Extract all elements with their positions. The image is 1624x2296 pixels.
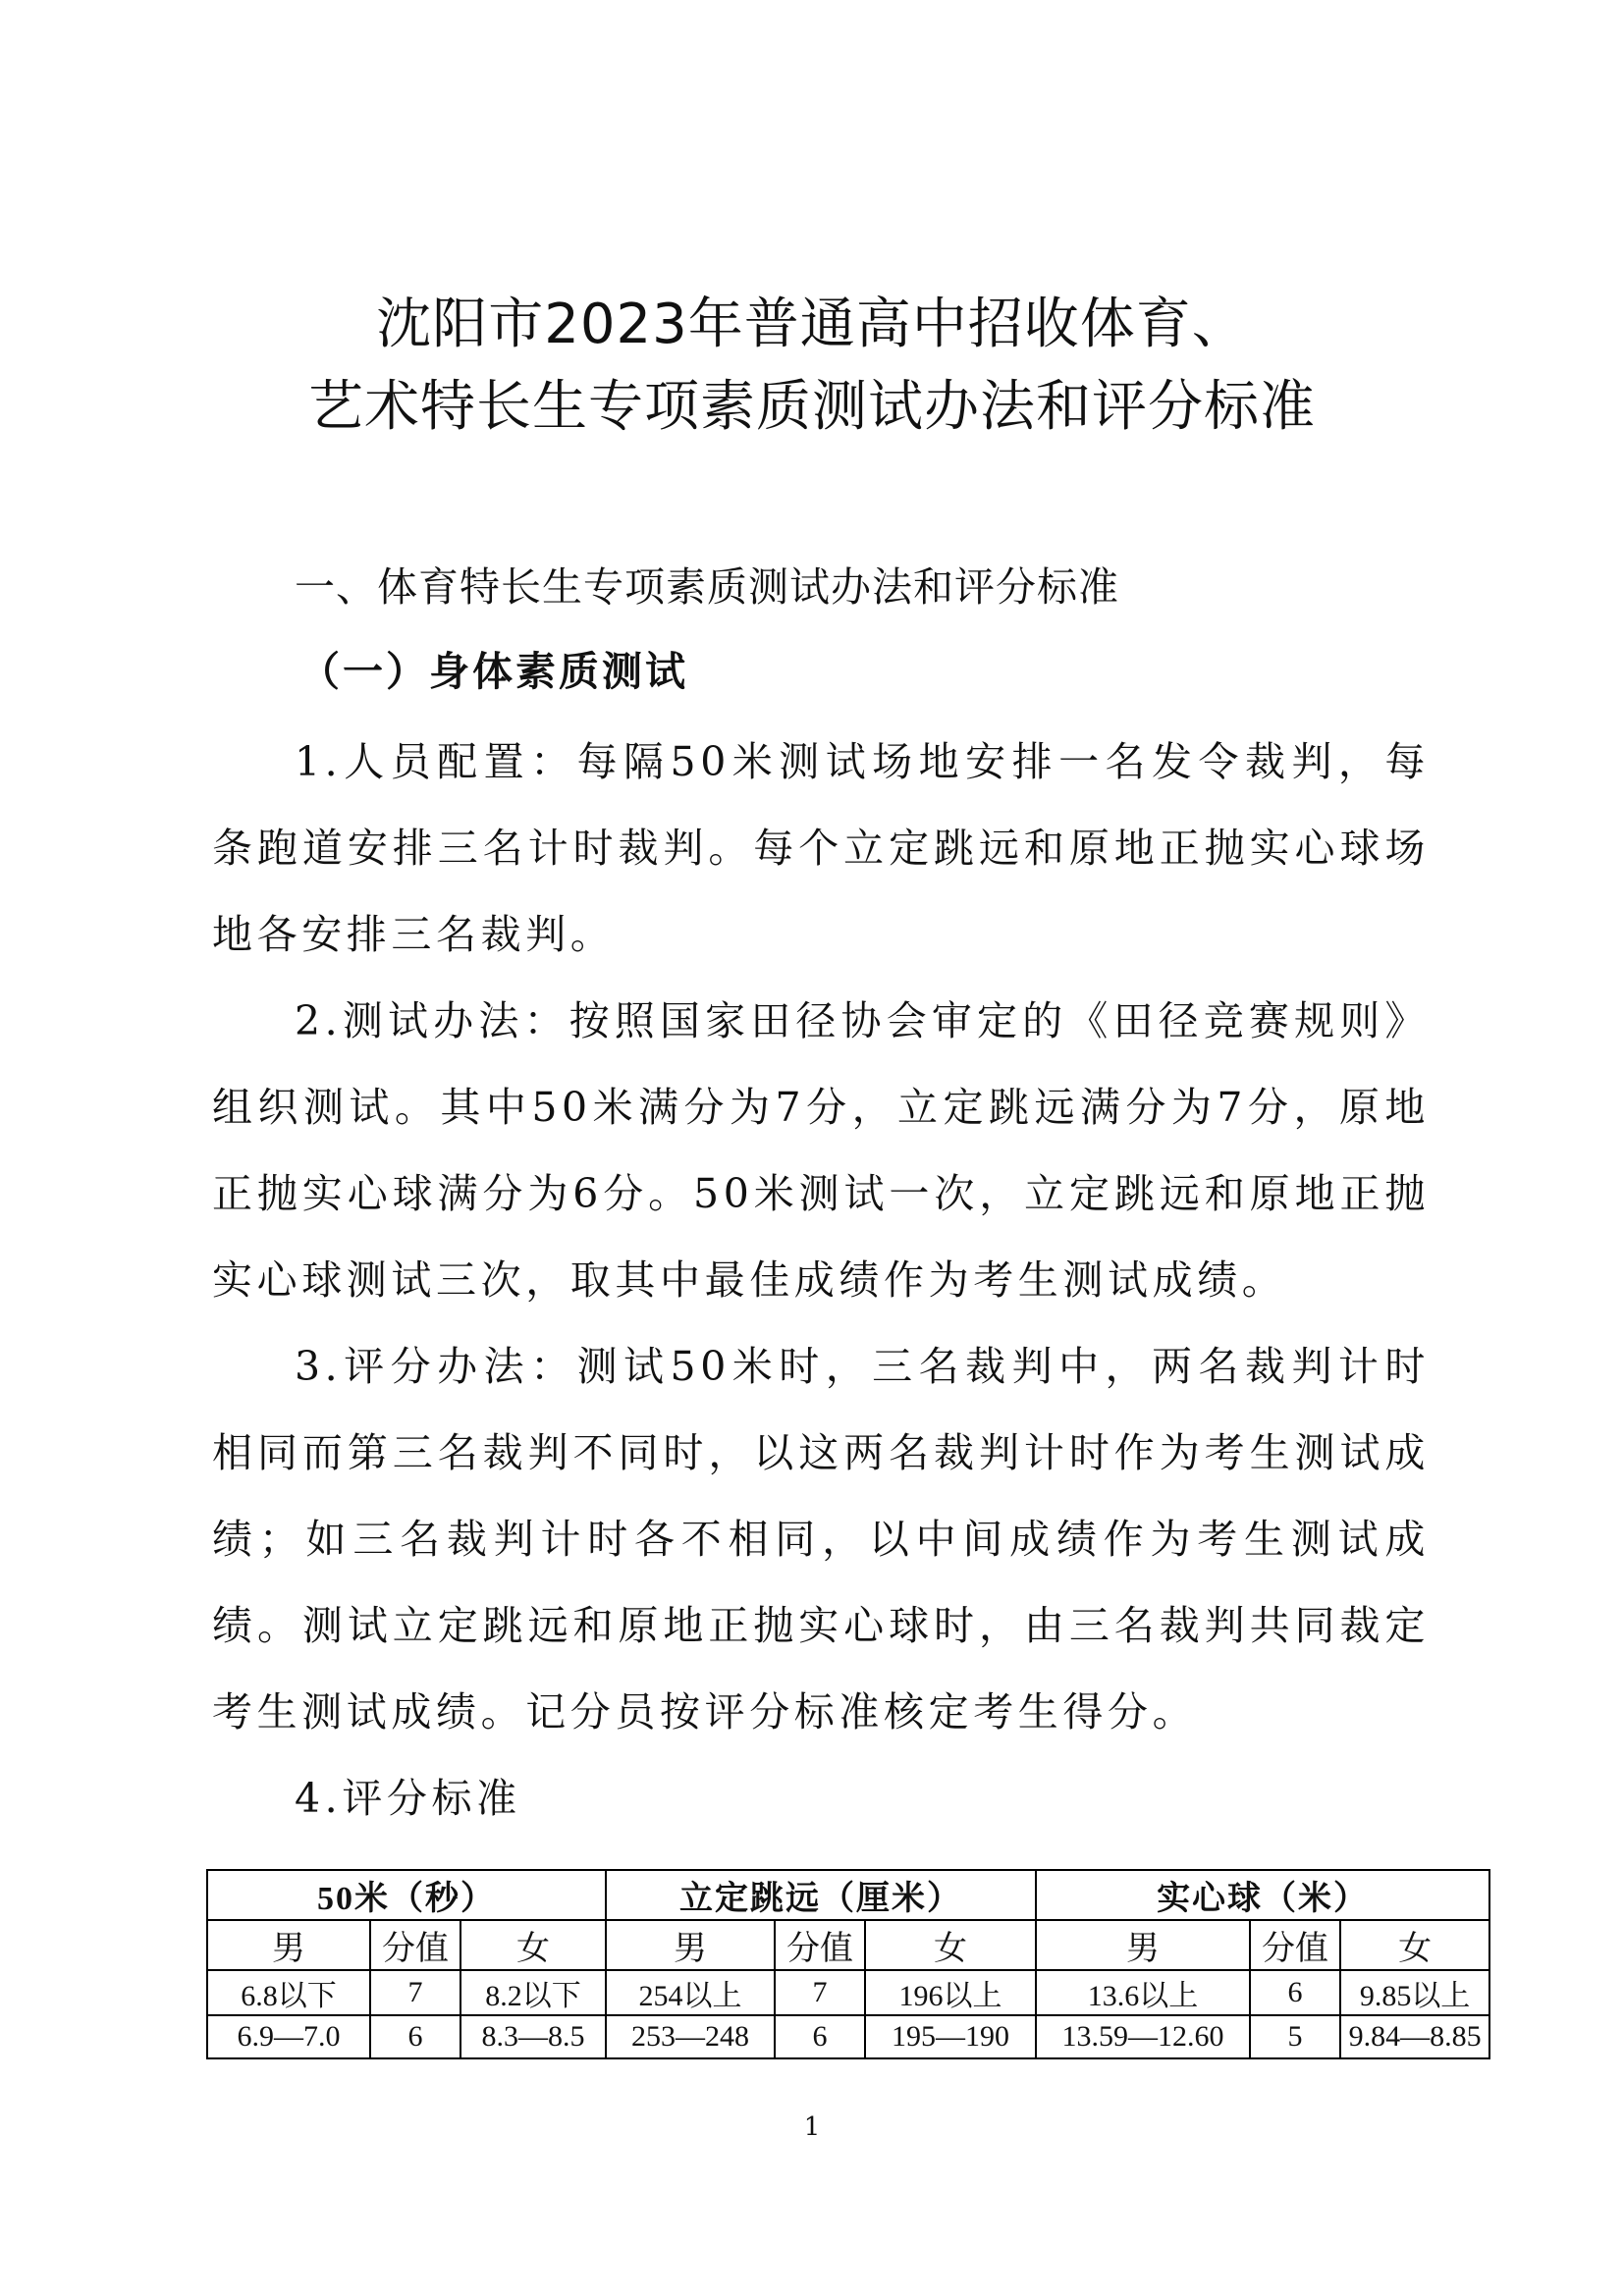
- table-row: [207, 1970, 1489, 2015]
- paragraph-test-method: 2.测试办法：按照国家田径协会审定的《田径竞赛规则》组织测试。其中50米满分为7分，立定跳远满分为7分，原地正抛实心球满分为6分。50米测试一次，立定跳远和原地正抛实心球测试三次，取其中最佳成绩作为考生测试成绩。: [212, 997, 1430, 1304]
- table-cell: 8.2以下: [460, 1970, 606, 2015]
- table-cell: 195—190: [865, 2015, 1036, 2058]
- table-cell: 13.59—12.60: [1036, 2015, 1250, 2058]
- table-cell: 196以上: [865, 1970, 1036, 2015]
- table-cell: 13.6以上: [1036, 1970, 1250, 2015]
- table-cell: 6.8以下: [207, 1970, 370, 2015]
- subheader-score: 分值: [1250, 1920, 1340, 1970]
- paragraph-staffing: 1.人员配置：每隔50米测试场地安排一名发令裁判，每条跑道安排三名计时裁判。每个立定跳远和原地正抛实心球场地各安排三名裁判。: [212, 738, 1430, 958]
- table-cell: 6: [1250, 1970, 1340, 2015]
- subheader-male: 男: [207, 1920, 370, 1970]
- subheader-female: 女: [460, 1920, 606, 1970]
- subheader-score: 分值: [370, 1920, 460, 1970]
- table-cell: 5: [1250, 2015, 1340, 2058]
- subheader-female: 女: [1340, 1920, 1489, 1970]
- table-cell: 253—248: [606, 2015, 775, 2058]
- page-number: 1: [803, 2112, 821, 2142]
- scoring-table: [206, 1869, 1490, 2059]
- table-cell: 8.3—8.5: [460, 2015, 606, 2058]
- document-title-line-2: 艺术特长生专项素质测试办法和评分标准: [308, 375, 1316, 439]
- table-cell: 9.85以上: [1340, 1970, 1489, 2015]
- subheader-score: 分值: [775, 1920, 865, 1970]
- group-header-50m: 50米（秒）: [207, 1870, 606, 1920]
- table-row: [207, 2015, 1489, 2058]
- table-cell: 9.84—8.85: [1340, 2015, 1489, 2058]
- table-cell: 6.9—7.0: [207, 2015, 370, 2058]
- subheader-female: 女: [865, 1920, 1036, 1970]
- table-group-header-row: [207, 1870, 1489, 1920]
- table-cell: 6: [370, 2015, 460, 2058]
- group-header-standing-long-jump: 立定跳远（厘米）: [606, 1870, 1036, 1920]
- table-cell: 7: [370, 1970, 460, 2015]
- paragraph-scoring-standard: 4.评分标准: [295, 1775, 521, 1822]
- subsection-heading: （一）身体素质测试: [299, 648, 688, 695]
- group-header-medicine-ball: 实心球（米）: [1036, 1870, 1489, 1920]
- table-subheader-row: [207, 1920, 1489, 1970]
- table-cell: 7: [775, 1970, 865, 2015]
- subheader-male: 男: [1036, 1920, 1250, 1970]
- section-heading: 一、体育特长生专项素质测试办法和评分标准: [295, 563, 1119, 611]
- table-cell: 6: [775, 2015, 865, 2058]
- paragraph-scoring-method: 3.评分办法：测试50米时，三名裁判中，两名裁判计时相同而第三名裁判不同时，以这两名裁判计时作为考生测试成绩；如三名裁判计时各不相同，以中间成绩作为考生测试成绩。测试立定跳远和原地正抛实心球时，由三名裁判共同裁定考生测试成绩。记分员按评分标准核定考生得分。: [212, 1343, 1430, 1735]
- subheader-male: 男: [606, 1920, 775, 1970]
- table-cell: 254以上: [606, 1970, 775, 2015]
- document-title-line-1: 沈阳市2023年普通高中招收体育、: [376, 293, 1248, 356]
